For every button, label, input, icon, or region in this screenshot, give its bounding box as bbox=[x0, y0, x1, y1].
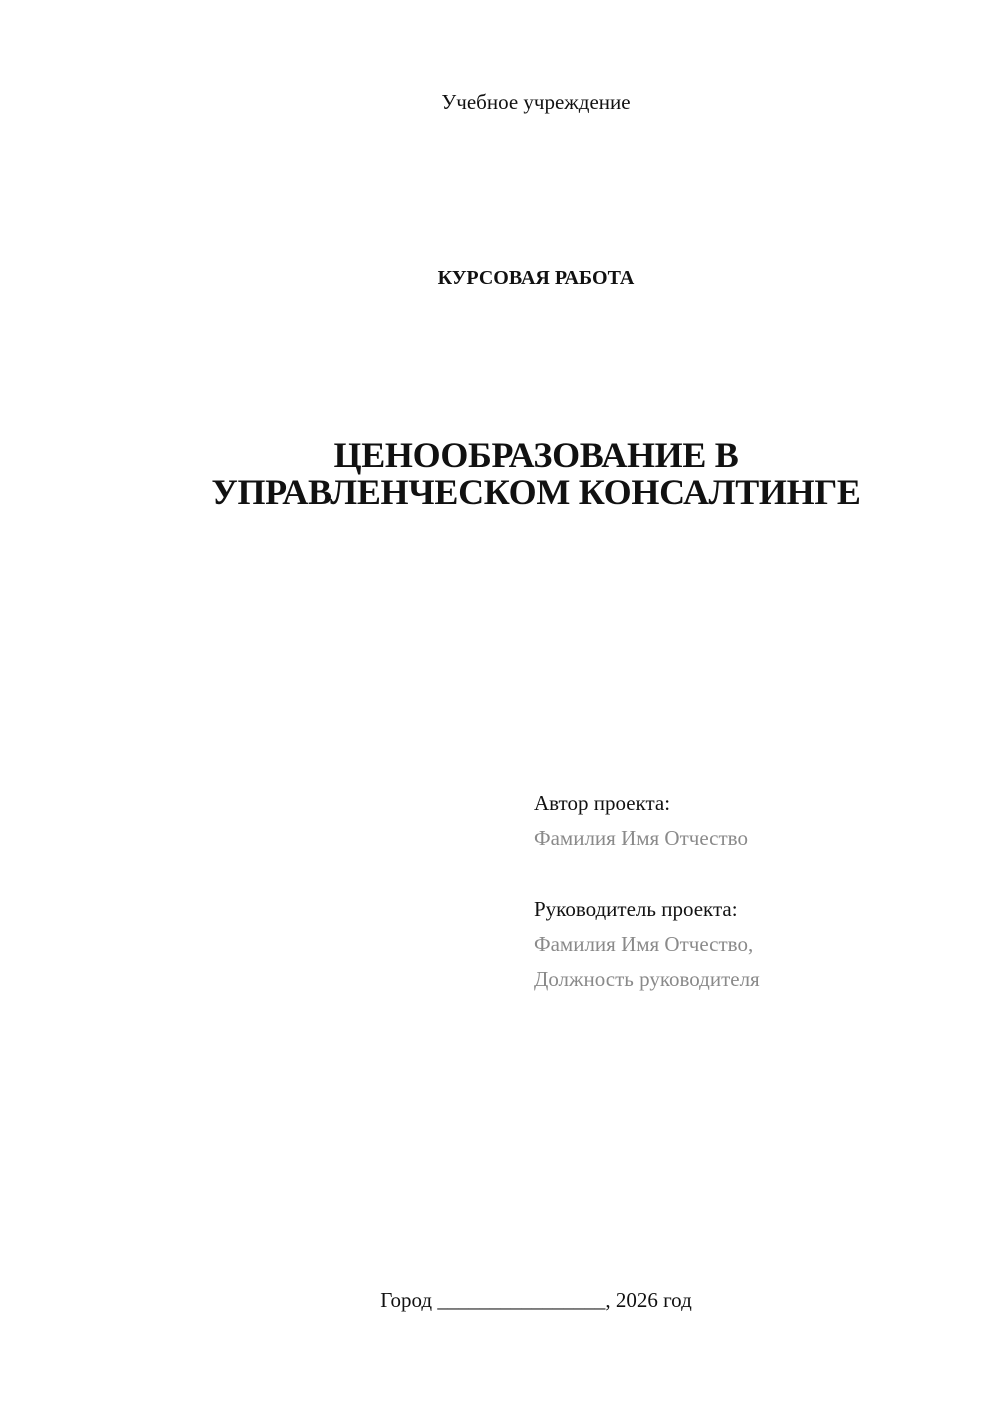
city-label: Город bbox=[380, 1288, 433, 1312]
supervisor-position-placeholder: Должность руководителя bbox=[534, 967, 760, 991]
author-label: Автор проекта: bbox=[534, 791, 671, 815]
supervisor-name-placeholder: Фамилия Имя Отчество, bbox=[534, 932, 754, 956]
institution-name: Учебное учреждение bbox=[441, 90, 631, 114]
author-block bbox=[534, 786, 748, 856]
title-line-2: УПРАВЛЕНЧЕСКОМ КОНСАЛТИНГЕ bbox=[211, 472, 861, 512]
city-year-line bbox=[0, 1288, 1000, 1313]
work-type-heading: КУРСОВАЯ РАБОТА bbox=[437, 267, 635, 289]
author-name-placeholder: Фамилия Имя Отчество bbox=[534, 826, 748, 850]
supervisor-block bbox=[534, 892, 760, 997]
supervisor-label: Руководитель проекта: bbox=[534, 897, 738, 921]
city-blank: ________________ bbox=[437, 1288, 606, 1312]
document-title bbox=[0, 437, 1000, 511]
title-line-1: ЦЕНООБРАЗОВАНИЕ В bbox=[333, 435, 739, 475]
year-text: , 2026 год bbox=[605, 1288, 692, 1312]
